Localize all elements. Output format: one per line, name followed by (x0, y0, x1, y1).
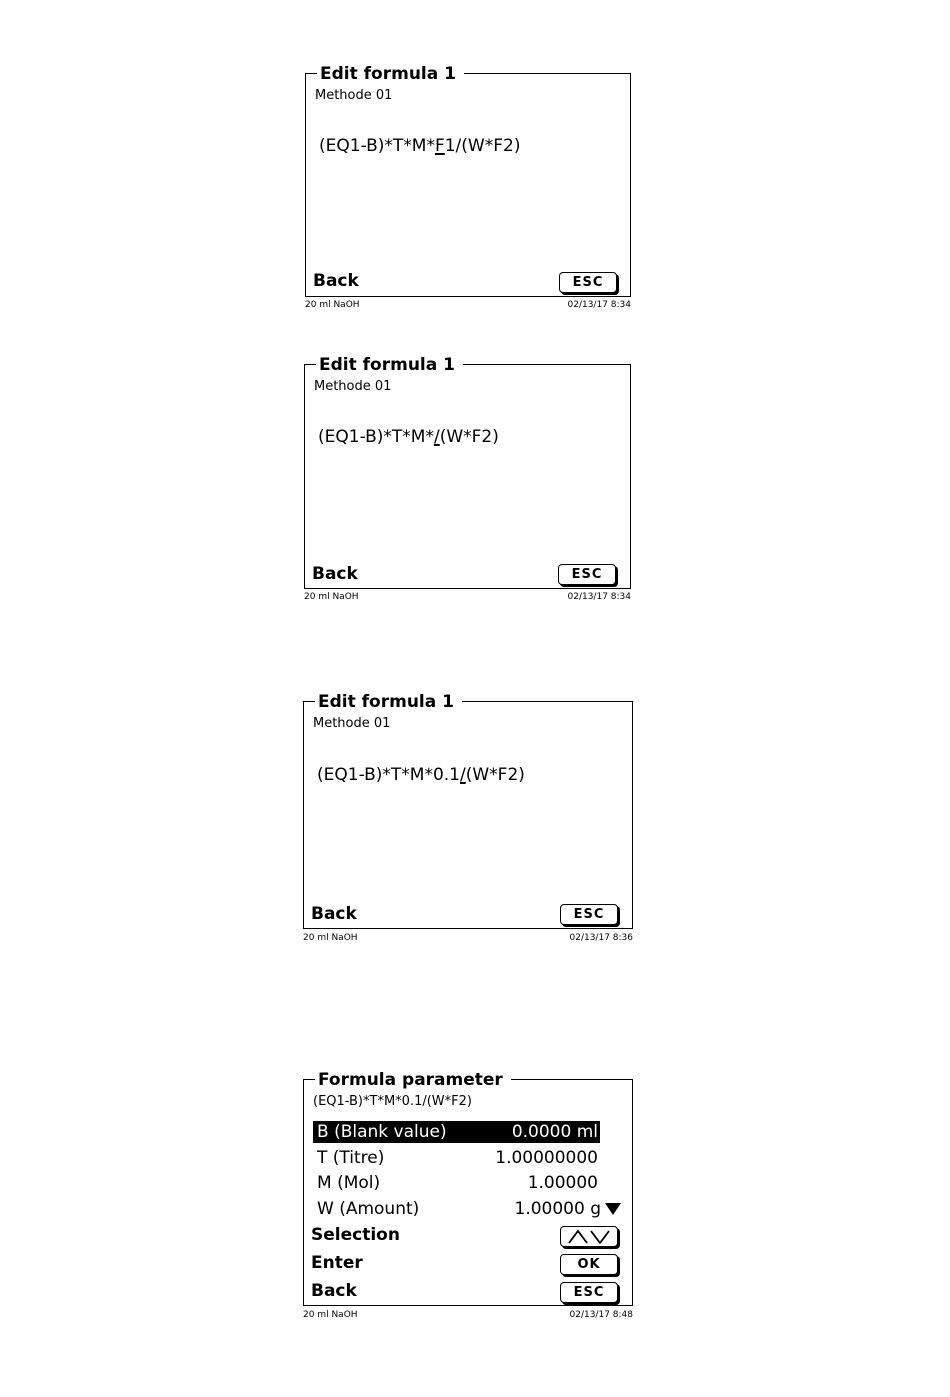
ok-button[interactable]: OK (560, 1254, 618, 1275)
status-left: 20 ml NaOH (303, 1310, 358, 1320)
screen-subtitle: Methode 01 (313, 716, 391, 731)
formula-part-before: (EQ1-B)*T*M*0.1 (317, 765, 460, 785)
screen-title: Edit formula 1 (316, 357, 463, 374)
formula-part-after: 1/(W*F2) (444, 136, 521, 156)
param-label: T (Titre) (317, 1148, 385, 1168)
status-datetime: 02/13/17 8:34 (567, 592, 631, 602)
status-datetime: 02/13/17 8:48 (569, 1310, 633, 1320)
edit-formula-screen-2 (304, 355, 631, 604)
param-value: 0.0000 ml (511, 1122, 598, 1142)
esc-button[interactable]: ESC (560, 904, 618, 925)
status-left: 20 ml NaOH (305, 300, 360, 310)
chevron-down-icon (591, 1231, 609, 1243)
screen-subtitle: Methode 01 (314, 379, 392, 394)
status-left: 20 ml NaOH (303, 933, 358, 943)
screen-subtitle: Methode 01 (315, 88, 393, 103)
formula-part-after: (W*F2) (465, 765, 525, 785)
scroll-down-arrow-icon[interactable] (605, 1203, 621, 1215)
esc-button[interactable]: ESC (560, 1282, 618, 1303)
param-value: 1.00000 (527, 1173, 598, 1193)
back-label: Back (312, 564, 358, 584)
screen-subtitle: (EQ1-B)*T*M*0.1/(W*F2) (313, 1094, 472, 1109)
formula-part-after: (W*F2) (439, 427, 499, 447)
formula-text[interactable] (317, 765, 525, 785)
status-datetime: 02/13/17 8:34 (567, 300, 631, 310)
param-label: B (Blank value) (317, 1122, 447, 1142)
param-row-amount[interactable] (313, 1198, 623, 1220)
selection-label: Selection (311, 1225, 400, 1245)
formula-text[interactable] (319, 136, 520, 156)
selection-updown-button[interactable] (560, 1226, 618, 1247)
param-row-mol[interactable] (313, 1172, 600, 1194)
up-down-chevrons (567, 1229, 611, 1244)
edit-formula-screen-1 (305, 64, 631, 313)
screen-frame (305, 73, 631, 297)
formula-part-before: (EQ1-B)*T*M* (318, 427, 434, 447)
param-value: 1.00000000 (495, 1148, 598, 1168)
param-label: W (Amount) (317, 1199, 420, 1219)
back-label: Back (311, 904, 357, 924)
status-left: 20 ml NaOH (304, 592, 359, 602)
esc-button[interactable]: ESC (559, 272, 617, 293)
formula-part-before: (EQ1-B)*T*M* (319, 136, 435, 156)
param-row-titre[interactable] (313, 1147, 600, 1169)
back-label: Back (311, 1281, 357, 1301)
esc-button[interactable]: ESC (558, 564, 616, 585)
status-datetime: 02/13/17 8:36 (569, 933, 633, 943)
formula-parameter-screen (303, 1070, 633, 1324)
formula-cursor: / (433, 427, 440, 447)
screen-frame (304, 364, 631, 589)
formula-text[interactable] (318, 427, 499, 447)
param-value-wrap (515, 1198, 622, 1220)
param-value: 1.00000 g (514, 1199, 601, 1219)
enter-label: Enter (311, 1253, 363, 1273)
screen-frame (303, 701, 633, 929)
screen-title: Edit formula 1 (315, 694, 462, 711)
param-label: M (Mol) (317, 1173, 381, 1193)
param-row-blank-value[interactable] (313, 1121, 600, 1143)
back-label: Back (313, 271, 359, 291)
formula-cursor: F (434, 136, 445, 156)
formula-cursor: / (459, 765, 466, 785)
screen-title: Formula parameter (315, 1072, 511, 1089)
edit-formula-screen-3 (303, 692, 633, 946)
screen-title: Edit formula 1 (317, 66, 464, 83)
chevron-up-icon (569, 1231, 587, 1243)
